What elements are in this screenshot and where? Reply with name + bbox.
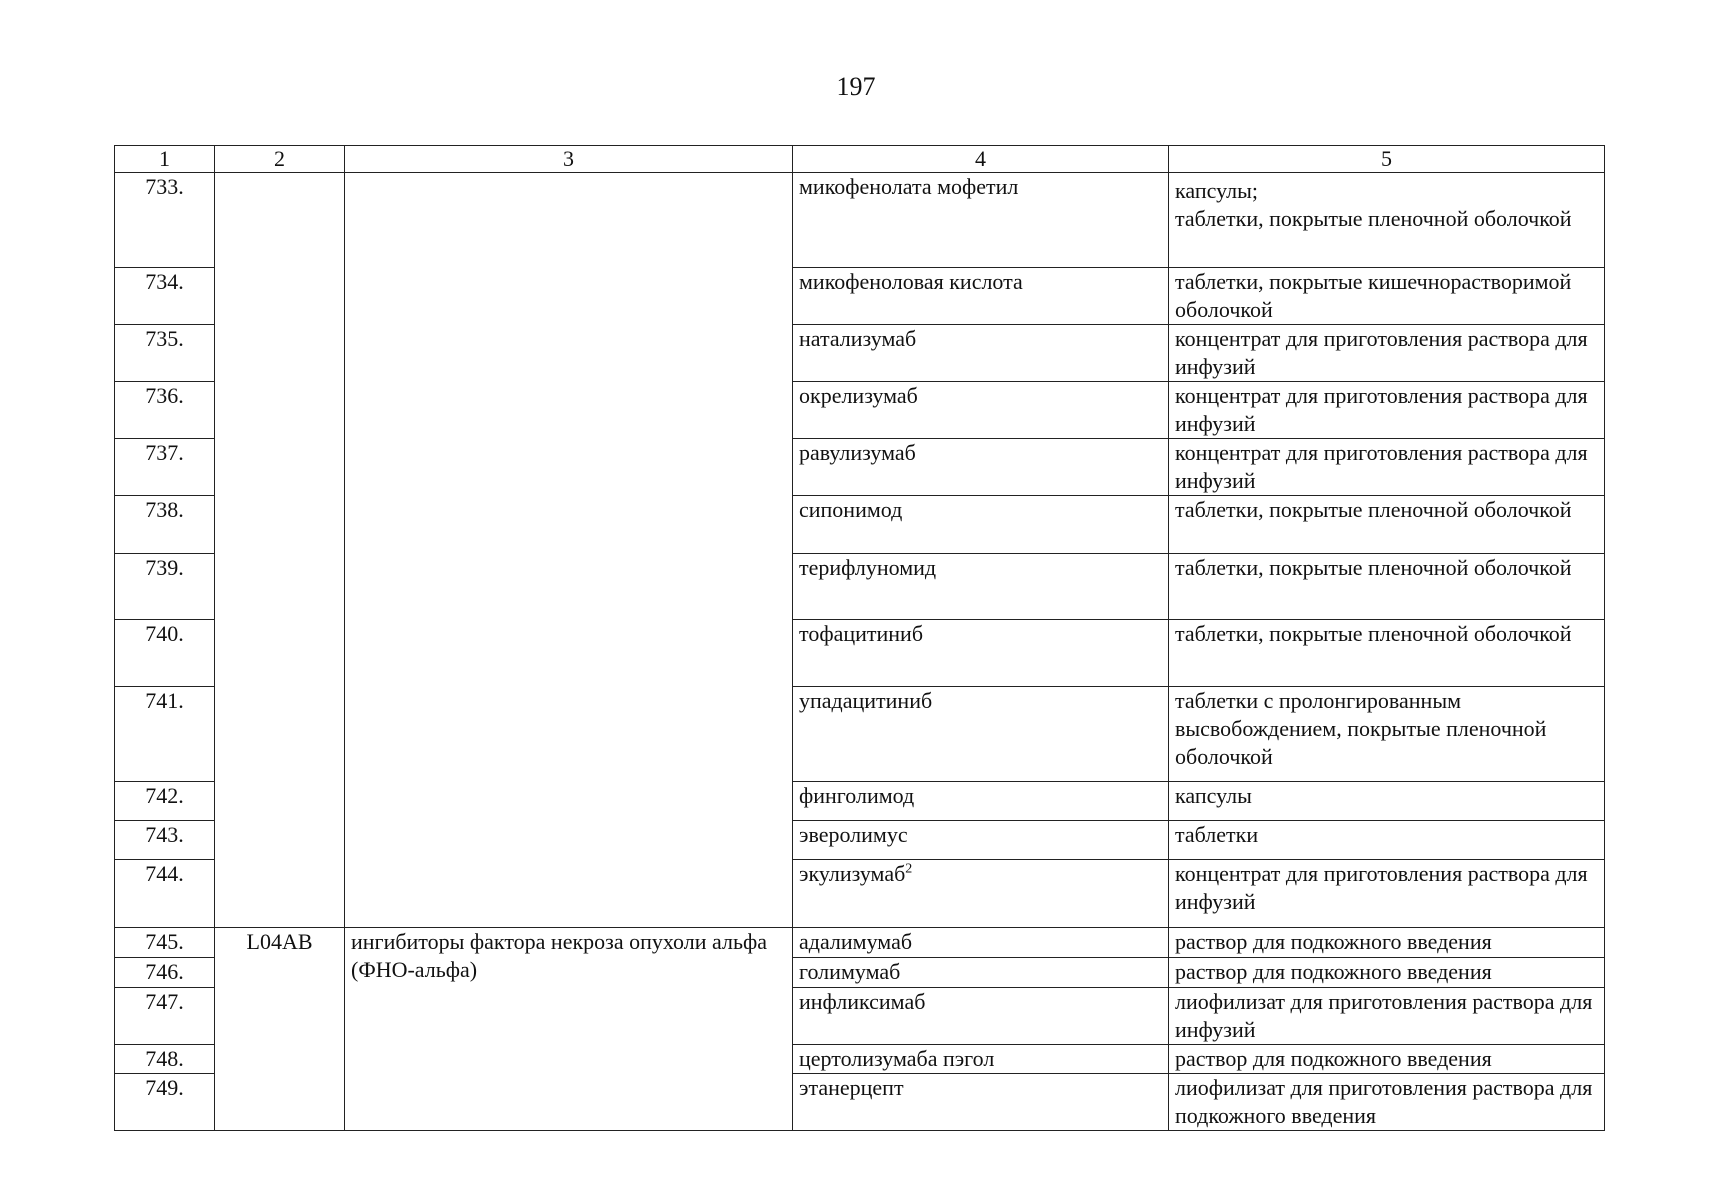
column-header: 2 — [215, 146, 345, 173]
dosage-form: раствор для подкожного введения — [1169, 1045, 1605, 1074]
drug-name: микофенолата мофетил — [793, 173, 1169, 268]
dosage-form: таблетки, покрытые пленочной оболочкой — [1169, 496, 1605, 554]
drug-name: этанерцепт — [793, 1074, 1169, 1131]
dosage-form-text: капсулы; таблетки, покрытые пленочной оболочкой — [1175, 178, 1572, 231]
row-number: 734. — [115, 268, 215, 325]
drug-table — [114, 145, 1605, 1131]
row-number: 733. — [115, 173, 215, 268]
drug-name: сипонимод — [793, 496, 1169, 554]
drug-name: тофацитиниб — [793, 620, 1169, 687]
dosage-form: концентрат для приготовления раствора для инфузий — [1169, 860, 1605, 928]
column-header: 5 — [1169, 146, 1605, 173]
table-row — [115, 928, 1605, 958]
group-name-cell: ингибиторы фактора некроза опухоли альфа (ФНО-альфа) — [345, 928, 793, 1131]
row-number: 738. — [115, 496, 215, 554]
row-number: 744. — [115, 860, 215, 928]
drug-name-text: экулизумаб — [799, 861, 906, 886]
row-number: 748. — [115, 1045, 215, 1074]
dosage-form: капсулы — [1169, 782, 1605, 821]
row-number: 747. — [115, 988, 215, 1045]
column-header: 1 — [115, 146, 215, 173]
row-number: 743. — [115, 821, 215, 860]
row-number: 737. — [115, 439, 215, 496]
dosage-form: концентрат для приготовления раствора для инфузий — [1169, 439, 1605, 496]
atc-code-cell — [215, 173, 345, 928]
column-header: 4 — [793, 146, 1169, 173]
dosage-form: концентрат для приготовления раствора для инфузий — [1169, 382, 1605, 439]
drug-name — [793, 860, 1169, 928]
row-number: 735. — [115, 325, 215, 382]
page-number: 197 — [836, 72, 876, 101]
row-number: 736. — [115, 382, 215, 439]
dosage-form: лиофилизат для приготовления раствора для подкожного введения — [1169, 1074, 1605, 1131]
row-number: 742. — [115, 782, 215, 821]
dosage-form: таблетки — [1169, 821, 1605, 860]
drug-name: терифлуномид — [793, 554, 1169, 620]
drug-name: финголимод — [793, 782, 1169, 821]
drug-name: микофеноловая кислота — [793, 268, 1169, 325]
drug-name: адалимумаб — [793, 928, 1169, 958]
column-header: 3 — [345, 146, 793, 173]
dosage-form: раствор для подкожного введения — [1169, 958, 1605, 988]
group-name-cell — [345, 173, 793, 928]
atc-code-cell: L04AB — [215, 928, 345, 1131]
dosage-form: таблетки, покрытые пленочной оболочкой — [1169, 620, 1605, 687]
drug-name: голимумаб — [793, 958, 1169, 988]
dosage-form: таблетки, покрытые кишечнорастворимой оболочкой — [1169, 268, 1605, 325]
table-row — [115, 173, 1605, 268]
footnote-mark: 2 — [905, 861, 913, 877]
row-number: 745. — [115, 928, 215, 958]
row-number: 746. — [115, 958, 215, 988]
dosage-form: лиофилизат для приготовления раствора для инфузий — [1169, 988, 1605, 1045]
drug-name: инфликсимаб — [793, 988, 1169, 1045]
dosage-form: таблетки с пролонгированным высвобождением, покрытые пленочной оболочкой — [1169, 687, 1605, 782]
dosage-form: таблетки, покрытые пленочной оболочкой — [1169, 554, 1605, 620]
drug-name: цертолизумаба пэгол — [793, 1045, 1169, 1074]
row-number: 741. — [115, 687, 215, 782]
row-number: 740. — [115, 620, 215, 687]
drug-name: окрелизумаб — [793, 382, 1169, 439]
header-row — [115, 146, 1605, 173]
drug-name: натализумаб — [793, 325, 1169, 382]
dosage-form: концентрат для приготовления раствора для инфузий — [1169, 325, 1605, 382]
drug-name: упадацитиниб — [793, 687, 1169, 782]
dosage-form — [1169, 173, 1605, 268]
row-number: 739. — [115, 554, 215, 620]
drug-name: равулизумаб — [793, 439, 1169, 496]
dosage-form: раствор для подкожного введения — [1169, 928, 1605, 958]
drug-name: эверолимус — [793, 821, 1169, 860]
row-number: 749. — [115, 1074, 215, 1131]
